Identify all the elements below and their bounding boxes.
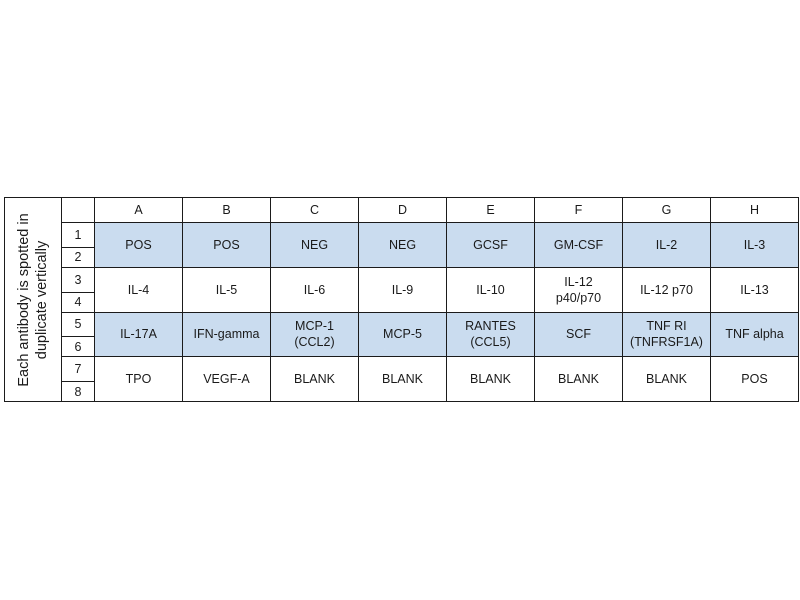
antibody-cell: GM-CSF <box>535 223 623 268</box>
antibody-cell: TPO <box>95 357 183 402</box>
table-row <box>5 267 799 292</box>
antibody-cell: IL-17A <box>95 312 183 357</box>
duplicate-note-label: Each antibody is spotted in duplicate vertically <box>16 212 50 387</box>
row-number: 4 <box>62 292 95 312</box>
row-number: 8 <box>62 382 95 402</box>
antibody-cell: IL-5 <box>183 267 271 312</box>
antibody-cell: IFN-gamma <box>183 312 271 357</box>
antibody-cell: IL-12 p40/p70 <box>535 267 623 312</box>
antibody-cell: MCP-1 (CCL2) <box>271 312 359 357</box>
antibody-cell: TNF RI (TNFRSF1A) <box>623 312 711 357</box>
antibody-cell: BLANK <box>447 357 535 402</box>
corner-cell <box>62 198 95 223</box>
antibody-cell: POS <box>711 357 799 402</box>
antibody-cell: SCF <box>535 312 623 357</box>
antibody-cell: IL-4 <box>95 267 183 312</box>
row-number: 2 <box>62 247 95 267</box>
antibody-cell: IL-3 <box>711 223 799 268</box>
antibody-cell: MCP-5 <box>359 312 447 357</box>
antibody-cell: IL-6 <box>271 267 359 312</box>
antibody-cell: TNF alpha <box>711 312 799 357</box>
row-number: 3 <box>62 267 95 292</box>
column-header-d: D <box>359 198 447 223</box>
antibody-cell: BLANK <box>623 357 711 402</box>
column-header-c: C <box>271 198 359 223</box>
antibody-cell: BLANK <box>535 357 623 402</box>
antibody-cell: BLANK <box>271 357 359 402</box>
table-row <box>5 312 799 337</box>
column-header-f: F <box>535 198 623 223</box>
row-number: 7 <box>62 357 95 382</box>
antibody-cell: IL-13 <box>711 267 799 312</box>
column-header-h: H <box>711 198 799 223</box>
column-header-e: E <box>447 198 535 223</box>
antibody-cell: GCSF <box>447 223 535 268</box>
antibody-cell: RANTES (CCL5) <box>447 312 535 357</box>
duplicate-note-cell <box>5 198 62 402</box>
antibody-cell: BLANK <box>359 357 447 402</box>
column-header-b: B <box>183 198 271 223</box>
antibody-cell: POS <box>95 223 183 268</box>
antibody-cell: IL-12 p70 <box>623 267 711 312</box>
antibody-cell: IL-2 <box>623 223 711 268</box>
antibody-cell: IL-9 <box>359 267 447 312</box>
antibody-cell: IL-10 <box>447 267 535 312</box>
antibody-cell: NEG <box>271 223 359 268</box>
table-row <box>5 223 799 248</box>
antibody-cell: NEG <box>359 223 447 268</box>
row-number: 1 <box>62 223 95 248</box>
antibody-array-map <box>4 197 799 402</box>
antibody-cell: VEGF-A <box>183 357 271 402</box>
antibody-cell: POS <box>183 223 271 268</box>
table-row <box>5 357 799 382</box>
column-header-g: G <box>623 198 711 223</box>
column-header-a: A <box>95 198 183 223</box>
row-number: 5 <box>62 312 95 337</box>
row-number: 6 <box>62 337 95 357</box>
